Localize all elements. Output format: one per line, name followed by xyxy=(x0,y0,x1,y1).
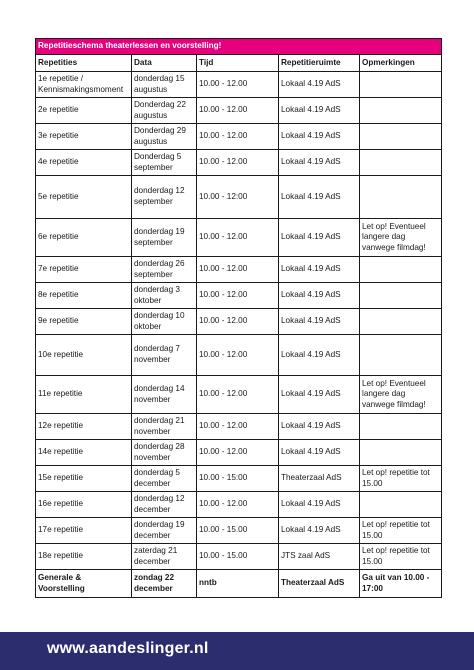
datum-cell: donderdag 14 november xyxy=(132,376,197,414)
tijd-cell: 10.00 - 12.00 xyxy=(197,414,279,440)
table-row xyxy=(36,98,442,124)
tijd-cell: 10.00 - 12:00 xyxy=(197,176,279,219)
tijd-cell: 10.00 - 15:00 xyxy=(197,466,279,492)
datum-cell: zondag 22 december xyxy=(132,570,197,598)
tijd-cell: 10.00 - 12.00 xyxy=(197,283,279,309)
ruimte-cell: JTS zaal AdS xyxy=(279,544,360,570)
repetitie-cell: 15e repetitie xyxy=(36,466,132,492)
table-row xyxy=(36,544,442,570)
ruimte-cell: Lokaal 4.19 AdS xyxy=(279,414,360,440)
table-row xyxy=(36,176,442,219)
header-tijd: Tijd xyxy=(197,55,279,72)
table-row xyxy=(36,150,442,176)
tijd-cell: 10.00 - 12.00 xyxy=(197,72,279,98)
table-row xyxy=(36,376,442,414)
website-link[interactable]: www.aandeslinger.nl xyxy=(47,640,209,657)
opmerking-cell xyxy=(360,257,442,283)
ruimte-cell: Lokaal 4.19 AdS xyxy=(279,376,360,414)
tijd-cell: 10.00 - 12.00 xyxy=(197,257,279,283)
table-row xyxy=(36,283,442,309)
ruimte-cell: Lokaal 4.19 AdS xyxy=(279,518,360,544)
header-opmerkingen: Opmerkingen xyxy=(360,55,442,72)
tijd-cell: 10.00 - 15.00 xyxy=(197,544,279,570)
table-row xyxy=(36,518,442,544)
opmerking-cell xyxy=(360,414,442,440)
tijd-cell: 10.00 - 12.00 xyxy=(197,309,279,335)
datum-cell: zaterdag 21 december xyxy=(132,544,197,570)
datum-cell: Donderdag 5 september xyxy=(132,150,197,176)
repetitie-cell: 7e repetitie xyxy=(36,257,132,283)
rehearsal-schedule-table xyxy=(35,38,442,598)
repetitie-cell: 5e repetitie xyxy=(36,176,132,219)
repetitie-cell: 8e repetitie xyxy=(36,283,132,309)
repetitie-cell: 17e repetitie xyxy=(36,518,132,544)
table-row xyxy=(36,492,442,518)
tijd-cell: 10.00 - 12.00 xyxy=(197,335,279,376)
table-title-row xyxy=(36,39,442,55)
header-repetities: Repetities xyxy=(36,55,132,72)
opmerking-cell: Let op! repetitie tot 15.00 xyxy=(360,466,442,492)
opmerking-cell xyxy=(360,440,442,466)
opmerking-cell: Let op! repetitie tot 15.00 xyxy=(360,544,442,570)
datum-cell: donderdag 3 oktober xyxy=(132,283,197,309)
opmerking-cell xyxy=(360,98,442,124)
ruimte-cell: Lokaal 4.19 AdS xyxy=(279,492,360,518)
header-data: Data xyxy=(132,55,197,72)
ruimte-cell: Lokaal 4.19 AdS xyxy=(279,219,360,257)
table-title: Repetitieschema theaterlessen en voorstelling! xyxy=(36,39,442,55)
repetitie-cell: Generale & Voorstelling xyxy=(36,570,132,598)
ruimte-cell: Lokaal 4.19 AdS xyxy=(279,257,360,283)
opmerking-cell: Let op! Eventueel langere dag vanwege filmdag! xyxy=(360,376,442,414)
tijd-cell: 10.00 - 15.00 xyxy=(197,518,279,544)
datum-cell: donderdag 19 september xyxy=(132,219,197,257)
table-row xyxy=(36,440,442,466)
datum-cell: donderdag 15 augustus xyxy=(132,72,197,98)
table-row xyxy=(36,72,442,98)
datum-cell: donderdag 7 november xyxy=(132,335,197,376)
tijd-cell: nntb xyxy=(197,570,279,598)
datum-cell: donderdag 12 december xyxy=(132,492,197,518)
ruimte-cell: Lokaal 4.19 AdS xyxy=(279,176,360,219)
datum-cell: donderdag 28 november xyxy=(132,440,197,466)
datum-cell: Donderdag 29 augustus xyxy=(132,124,197,150)
opmerking-cell xyxy=(360,283,442,309)
ruimte-cell: Lokaal 4.19 AdS xyxy=(279,283,360,309)
repetitie-cell: 6e repetitie xyxy=(36,219,132,257)
datum-cell: donderdag 21 november xyxy=(132,414,197,440)
datum-cell: donderdag 10 oktober xyxy=(132,309,197,335)
ruimte-cell: Lokaal 4.19 AdS xyxy=(279,124,360,150)
opmerking-cell: Let op! repetitie tot 15.00 xyxy=(360,518,442,544)
opmerking-cell xyxy=(360,492,442,518)
ruimte-cell: Lokaal 4.19 AdS xyxy=(279,98,360,124)
table-row xyxy=(36,335,442,376)
tijd-cell: 10.00 - 12.00 xyxy=(197,492,279,518)
table-row xyxy=(36,466,442,492)
datum-cell: donderdag 5 december xyxy=(132,466,197,492)
repetitie-cell: 11e repetitie xyxy=(36,376,132,414)
datum-cell: donderdag 19 december xyxy=(132,518,197,544)
ruimte-cell: Lokaal 4.19 AdS xyxy=(279,72,360,98)
ruimte-cell: Theaterzaal AdS xyxy=(279,570,360,598)
ruimte-cell: Theaterzaal AdS xyxy=(279,466,360,492)
opmerking-cell: Let op! Eventueel langere dag vanwege filmdag! xyxy=(360,219,442,257)
repetitie-cell: 1e repetitie / Kennismakingsmoment xyxy=(36,72,132,98)
opmerking-cell xyxy=(360,176,442,219)
opmerking-cell xyxy=(360,335,442,376)
repetitie-cell: 2e repetitie xyxy=(36,98,132,124)
table-row xyxy=(36,414,442,440)
repetitie-cell: 3e repetitie xyxy=(36,124,132,150)
table-row xyxy=(36,219,442,257)
tijd-cell: 10.00 - 12.00 xyxy=(197,150,279,176)
opmerking-cell: Ga uit van 10.00 - 17:00 xyxy=(360,570,442,598)
repetitie-cell: 12e repetitie xyxy=(36,414,132,440)
opmerking-cell xyxy=(360,309,442,335)
header-repetitieruimte: Repetitieruimte xyxy=(279,55,360,72)
ruimte-cell: Lokaal 4.19 AdS xyxy=(279,150,360,176)
datum-cell: donderdag 12 september xyxy=(132,176,197,219)
datum-cell: Donderdag 22 augustus xyxy=(132,98,197,124)
ruimte-cell: Lokaal 4.19 AdS xyxy=(279,309,360,335)
tijd-cell: 10.00 - 12.00 xyxy=(197,98,279,124)
tijd-cell: 10.00 - 12.00 xyxy=(197,219,279,257)
table-header-row xyxy=(36,55,442,72)
repetitie-cell: 4e repetitie xyxy=(36,150,132,176)
opmerking-cell xyxy=(360,124,442,150)
table-row xyxy=(36,257,442,283)
opmerking-cell xyxy=(360,150,442,176)
tijd-cell: 10.00 - 12.00 xyxy=(197,376,279,414)
opmerking-cell xyxy=(360,72,442,98)
repetitie-cell: 9e repetitie xyxy=(36,309,132,335)
tijd-cell: 10.00 - 12.00 xyxy=(197,440,279,466)
table-row xyxy=(36,124,442,150)
ruimte-cell: Lokaal 4.19 AdS xyxy=(279,440,360,466)
repetitie-cell: 10e repetitie xyxy=(36,335,132,376)
table-row xyxy=(36,570,442,598)
repetitie-cell: 18e repetitie xyxy=(36,544,132,570)
ruimte-cell: Lokaal 4.19 AdS xyxy=(279,335,360,376)
table-row xyxy=(36,309,442,335)
tijd-cell: 10.00 - 12.00 xyxy=(197,124,279,150)
repetitie-cell: 14e repetitie xyxy=(36,440,132,466)
repetitie-cell: 16e repetitie xyxy=(36,492,132,518)
footer-bar xyxy=(0,632,474,670)
datum-cell: donderdag 26 september xyxy=(132,257,197,283)
